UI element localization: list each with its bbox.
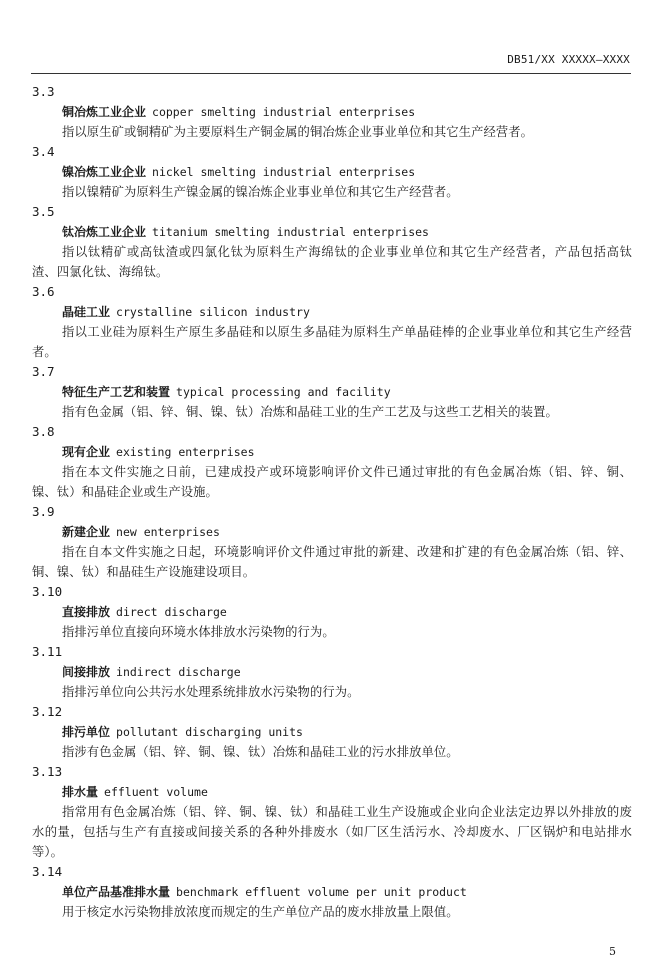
term-english: indirect discharge bbox=[116, 665, 241, 679]
entry-definition: 指在本文件实施之日前，已建成投产或环境影响评价文件已通过审批的有色金属冶炼（铝、锌、铜、镍、钛）和晶硅企业或生产设施。 bbox=[32, 465, 632, 499]
entry-3-12 bbox=[32, 702, 632, 762]
term-chinese: 晶硅工业 bbox=[62, 305, 111, 319]
document-code: DB51/XX XXXXX—XXXX bbox=[507, 53, 630, 66]
term-english: existing enterprises bbox=[116, 445, 255, 459]
entry-3-14 bbox=[32, 862, 632, 922]
entry-definition: 指在自本文件实施之日起，环境影响评价文件通过审批的新建、改建和扩建的有色金属冶炼（铝、锌、铜、镍、钛）和晶硅生产设施建设项目。 bbox=[32, 545, 632, 579]
entry-3-6 bbox=[32, 282, 632, 362]
term-chinese: 单位产品基准排水量 bbox=[62, 885, 171, 899]
term-english: typical processing and facility bbox=[176, 385, 391, 399]
entry-3-13 bbox=[32, 762, 632, 862]
entry-definition: 指以钛精矿或高钛渣或四氯化钛为原料生产海绵钛的企业事业单位和其它生产经营者，产品包括高钛渣、四氯化钛、海绵钛。 bbox=[32, 245, 632, 279]
term-english: pollutant discharging units bbox=[116, 725, 303, 739]
entry-definition: 用于核定水污染物排放浓度而规定的生产单位产品的废水排放量上限值。 bbox=[62, 905, 459, 919]
term-chinese: 新建企业 bbox=[62, 525, 111, 539]
entry-number: 3.11 bbox=[32, 644, 63, 659]
entry-term bbox=[32, 662, 632, 682]
term-chinese: 镍冶炼工业企业 bbox=[62, 165, 147, 179]
entry-number: 3.9 bbox=[32, 504, 55, 519]
entry-term bbox=[32, 102, 632, 122]
term-english: effluent volume bbox=[104, 785, 208, 799]
term-chinese: 钛冶炼工业企业 bbox=[62, 225, 147, 239]
header-divider bbox=[31, 73, 631, 74]
entry-term bbox=[32, 882, 632, 902]
entry-number: 3.3 bbox=[32, 84, 55, 99]
entry-definition: 指涉有色金属（铝、锌、铜、镍、钛）冶炼和晶硅工业的污水排放单位。 bbox=[62, 745, 459, 759]
entry-term bbox=[32, 162, 632, 182]
entry-number: 3.8 bbox=[32, 424, 55, 439]
term-chinese: 排水量 bbox=[62, 785, 99, 799]
term-chinese: 特征生产工艺和装置 bbox=[62, 385, 171, 399]
entry-3-7 bbox=[32, 362, 632, 422]
term-english: nickel smelting industrial enterprises bbox=[152, 165, 416, 179]
entry-3-4 bbox=[32, 142, 632, 202]
entry-number: 3.12 bbox=[32, 704, 63, 719]
entry-definition: 指排污单位直接向环境水体排放水污染物的行为。 bbox=[62, 625, 335, 639]
term-chinese: 排污单位 bbox=[62, 725, 111, 739]
entry-definition: 指排污单位向公共污水处理系统排放水污染物的行为。 bbox=[62, 685, 360, 699]
entry-number: 3.14 bbox=[32, 864, 63, 879]
term-chinese: 现有企业 bbox=[62, 445, 111, 459]
entry-number: 3.5 bbox=[32, 204, 55, 219]
entry-number: 3.13 bbox=[32, 764, 63, 779]
entry-term bbox=[32, 602, 632, 622]
entry-term bbox=[32, 782, 632, 802]
entry-3-9 bbox=[32, 502, 632, 582]
entry-number: 3.6 bbox=[32, 284, 55, 299]
entry-term bbox=[32, 522, 632, 542]
definitions-list bbox=[32, 82, 632, 922]
entry-term bbox=[32, 222, 632, 242]
entry-3-3 bbox=[32, 82, 632, 142]
term-english: direct discharge bbox=[116, 605, 227, 619]
entry-definition: 指以原生矿或铜精矿为主要原料生产铜金属的铜冶炼企业事业单位和其它生产经营者。 bbox=[62, 125, 534, 139]
entry-number: 3.10 bbox=[32, 584, 63, 599]
entry-number: 3.4 bbox=[32, 144, 55, 159]
term-english: copper smelting industrial enterprises bbox=[152, 105, 416, 119]
entry-definition: 指以镍精矿为原料生产镍金属的镍冶炼企业事业单位和其它生产经营者。 bbox=[62, 185, 459, 199]
term-english: crystalline silicon industry bbox=[116, 305, 310, 319]
entry-3-11 bbox=[32, 642, 632, 702]
term-chinese: 直接排放 bbox=[62, 605, 111, 619]
entry-3-5 bbox=[32, 202, 632, 282]
entry-term bbox=[32, 382, 632, 402]
entry-definition: 指有色金属（铝、锌、铜、镍、钛）冶炼和晶硅工业的生产工艺及与这些工艺相关的装置。 bbox=[62, 405, 558, 419]
entry-definition: 指以工业硅为原料生产原生多晶硅和以原生多晶硅为原料生产单晶硅棒的企业事业单位和其它生产经营者。 bbox=[32, 325, 632, 359]
term-english: benchmark effluent volume per unit product bbox=[176, 885, 467, 899]
entry-3-10 bbox=[32, 582, 632, 642]
entry-term bbox=[32, 442, 632, 462]
term-chinese: 间接排放 bbox=[62, 665, 111, 679]
entry-3-8 bbox=[32, 422, 632, 502]
entry-term bbox=[32, 302, 632, 322]
term-english: new enterprises bbox=[116, 525, 220, 539]
page-number: 5 bbox=[609, 945, 616, 958]
entry-number: 3.7 bbox=[32, 364, 55, 379]
entry-definition: 指常用有色金属冶炼（铝、锌、铜、镍、钛）和晶硅工业生产设施或企业向企业法定边界以外排放的废水的量，包括与生产有直接或间接关系的各种外排废水（如厂区生活污水、冷却废水、厂区锅炉和电站排水等）。 bbox=[32, 805, 632, 859]
term-chinese: 铜冶炼工业企业 bbox=[62, 105, 147, 119]
entry-term bbox=[32, 722, 632, 742]
term-english: titanium smelting industrial enterprises bbox=[152, 225, 429, 239]
